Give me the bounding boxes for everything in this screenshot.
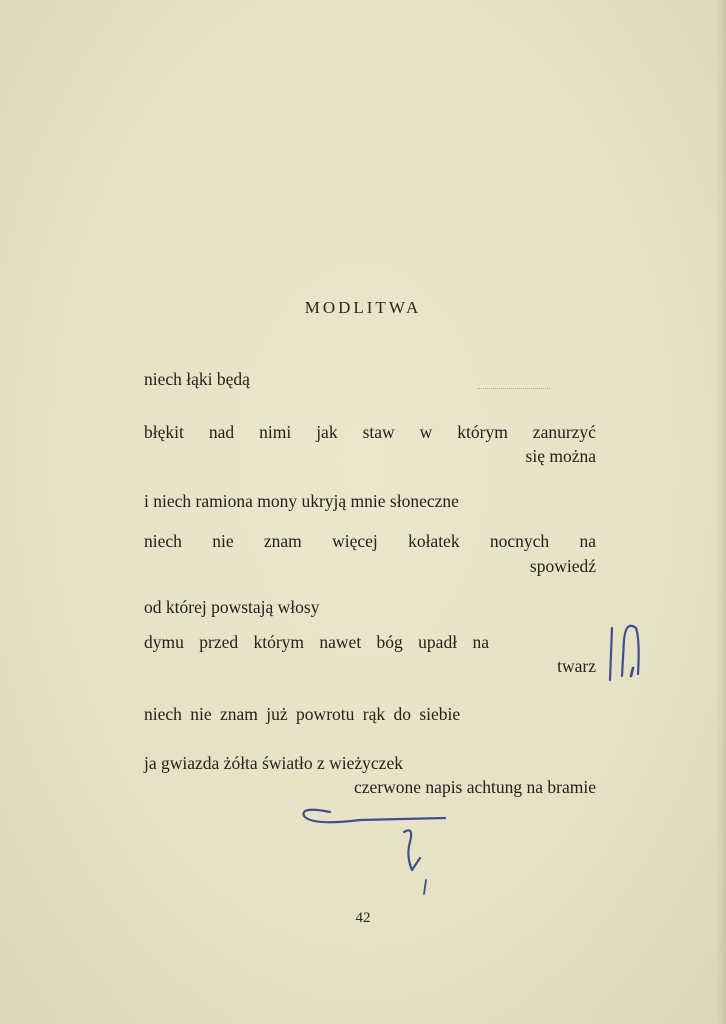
underline-swoosh-icon	[304, 810, 445, 823]
poem-word: niech	[144, 531, 182, 551]
poem-word: zanurzyć	[532, 422, 596, 442]
poem-word: kołatek	[408, 531, 460, 551]
poem-word: jak	[316, 422, 338, 442]
poem-word: na	[579, 531, 596, 551]
handwritten-mark-icon	[404, 830, 420, 870]
poem-line: dymu przed którym nawet bóg upadł na	[144, 632, 489, 652]
poem-word: znam	[263, 531, 302, 551]
poem-line-continuation: spowiedź	[529, 556, 596, 576]
poem-line: niech nie znam już powrotu rąk do siebie	[144, 704, 461, 724]
poem-line: i niech ramiona mony ukryją mnie słoneczne	[144, 491, 459, 511]
poem-word: błękit	[144, 422, 184, 442]
poem-title: MODLITWA	[304, 298, 422, 317]
poem-word: nad	[208, 422, 235, 442]
poem-word: nocnych	[489, 531, 550, 551]
poem-line-continuation: się można	[525, 446, 596, 466]
bracket-mark-icon	[610, 628, 612, 680]
poem-word: którym	[457, 422, 508, 442]
poem-word: nie	[212, 531, 234, 551]
poem-line-continuation: twarz	[557, 656, 596, 676]
poem-line: od której powstają włosy	[144, 597, 320, 617]
handwritten-n-icon	[622, 626, 639, 676]
poem-line: niech łąki będą	[144, 369, 250, 389]
poem-word: staw	[362, 422, 395, 442]
poem-word: nimi	[259, 422, 292, 442]
page-number: 42	[355, 910, 371, 926]
poem-line: ja gwiazda żółta światło z wieżyczek	[144, 753, 403, 773]
poem-line-continuation: czerwone napis achtung na bramie	[354, 777, 596, 797]
poem-word: w	[419, 422, 433, 442]
poem-word: więcej	[332, 531, 378, 551]
